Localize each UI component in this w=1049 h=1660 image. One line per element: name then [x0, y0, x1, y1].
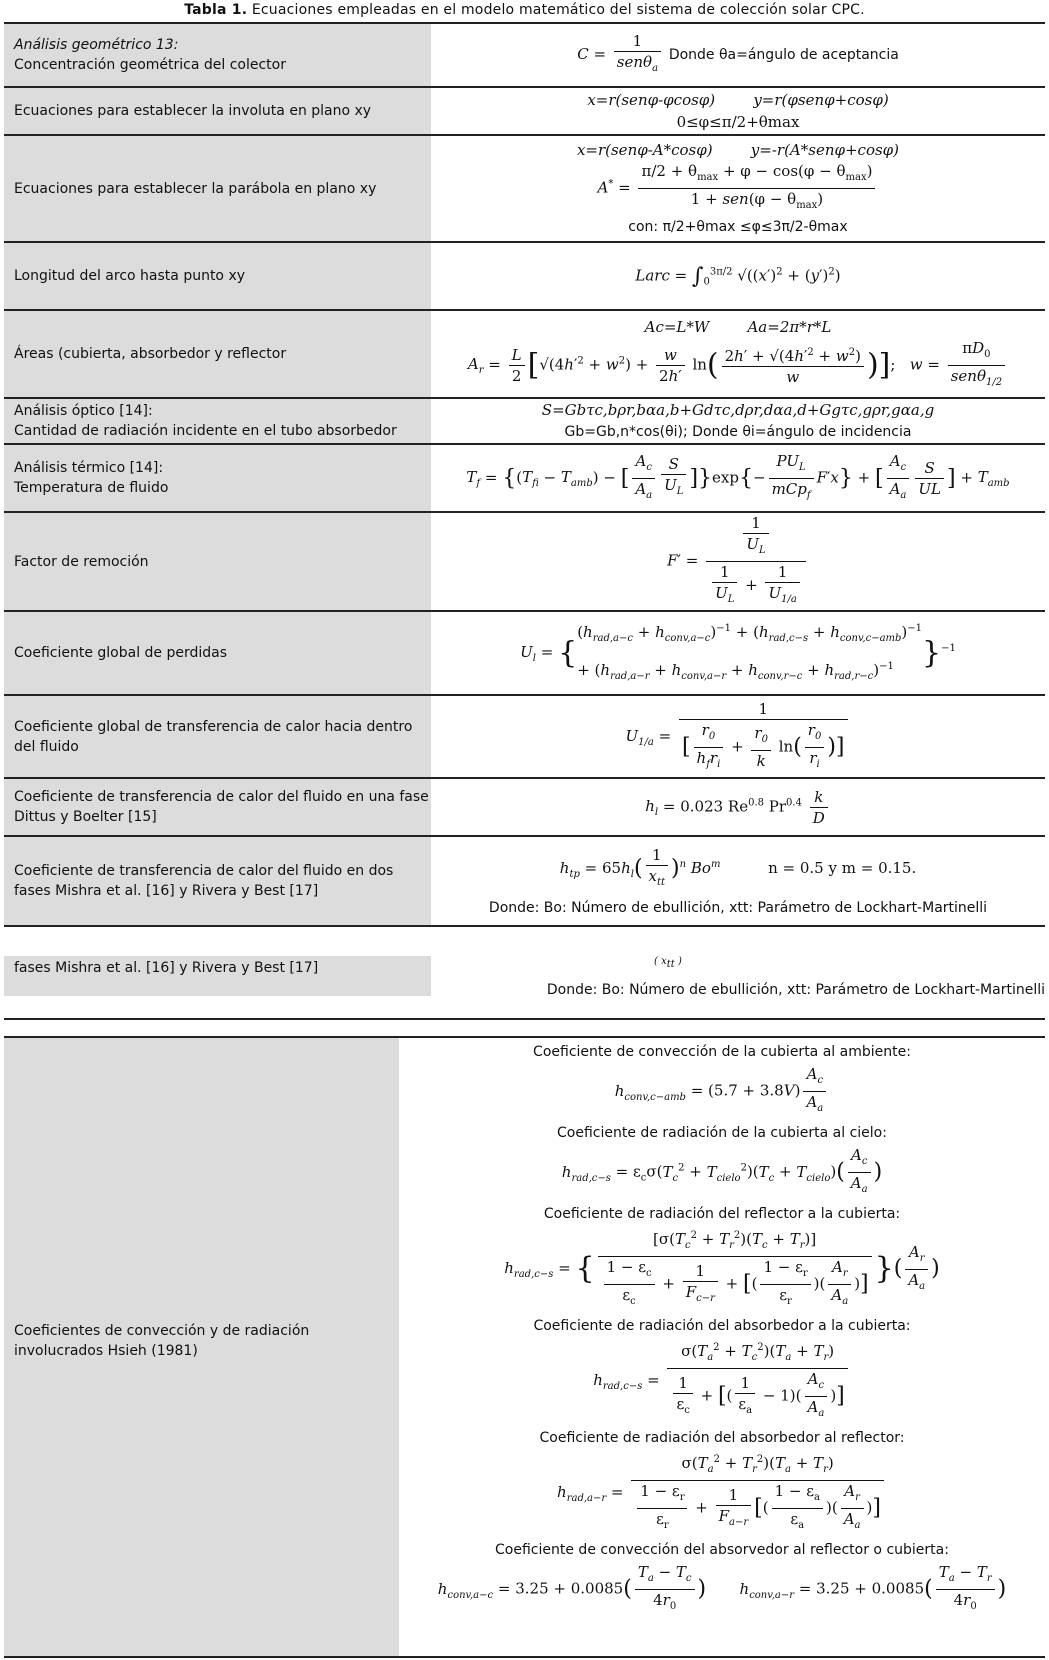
fragment-note: Donde: Bo: Número de ebullición, xtt: Parámetro de Lockhart-Martinelli	[546, 982, 1045, 998]
formula-text: n = 0.5 y m = 0.15.	[768, 859, 917, 877]
formula-title: Coeficiente de radiación del reflector a la cubierta:	[543, 1206, 901, 1222]
table-row	[4, 398, 1045, 444]
row-label: Factor de remoción	[4, 512, 431, 611]
row-formula: $U_{1/a}$ = 1 [ $\frac{r_0}{h_fr_i}$ + $\frac{r_0}{k}$ ln( $\frac{r_0}{r_i}$ )]	[431, 695, 1045, 778]
formula-title: Coeficiente de radiación del absorbedor a la cubierta:	[533, 1318, 911, 1334]
label-line: Análisis térmico [14]:	[14, 460, 164, 476]
row-formula	[431, 87, 1045, 135]
caption-text: Ecuaciones empleadas en el modelo matemático del sistema de colección solar CPC.	[247, 2, 865, 18]
row-formula: C = $\frac{1}{sen\theta_a}$ Donde θa=ángulo de aceptancia	[431, 23, 1045, 87]
formula-text: x=r(senφ-φcosφ)	[587, 91, 716, 109]
label-line: Temperatura de fluido	[14, 480, 169, 496]
fragment-cut-formula: ( $x_{tt}$ )	[654, 956, 682, 970]
formula-note: Donde θa=ángulo de aceptancia	[668, 47, 899, 63]
row-label: Coeficiente de transferencia de calor del fluido en una fase Dittus y Boelter [15]	[4, 778, 431, 836]
row-formula: Larc = $\int_0^{3\pi/2}$ $√((x')^2 + (y')^2)$	[431, 242, 1045, 310]
row-label: Coeficiente global de transferencia de calor hacia dentro del fluido	[4, 695, 431, 778]
formula-title: Coeficiente de radiación del absorbedor al reflector:	[539, 1430, 905, 1446]
equations-table	[4, 22, 1045, 927]
duplicated-fragment	[4, 956, 1045, 1024]
row-label: Ecuaciones para establecer la parábola en plano xy	[4, 135, 431, 242]
formula-note: Donde: Bo: Número de ebullición, xtt: Parámetro de Lockhart-Martinelli	[488, 900, 988, 916]
fragment-label-box	[4, 956, 431, 996]
caption-bold: Tabla 1.	[184, 2, 248, 18]
row-label: Coeficiente de transferencia de calor del fluido en dos fases Mishra et al. [16] y Rivera y Best [17]	[4, 836, 431, 926]
table-row	[4, 695, 1045, 778]
formula: $h_{conv,c-amb} = (5.7 + 3.8V)$ $\frac{A_c}{A_a}$	[399, 1064, 1045, 1119]
formula: $h_{rad,a-r}$ = $\sigma(T_a^2 + T_r^2)(T_a + T_r)$ $\frac{1 - \varepsilon_r}{\varepsilon_r}$ + $\frac{1}{F_{a-r}}$ [( $\frac{1 - \varepsilon_a}{\varepsilon_a}$ )( $\frac{A_r}{A_a}$ )]	[399, 1450, 1045, 1536]
table-caption	[0, 2, 1049, 18]
row-formula: $h_l = 0.023$ $Re^{0.8}$ $Pr^{0.4}$ $\frac{k}{D}$	[431, 778, 1045, 836]
hsieh-section	[4, 1036, 1045, 1658]
table-row	[4, 23, 1045, 87]
row-formula	[431, 398, 1045, 444]
table-row	[4, 444, 1045, 512]
row-formula: $T_f = \{(T_{fi} - T_{amb})$ − [ $\frac{A_c}{A_a}$ $\frac{S}{U_L}$ ]}exp{− $\frac{PU_L}{mCp_f}$ F′x} + [ $\frac{A_c}{A_a}$ $\frac{S}{UL}$ ] + $T_{amb}$	[431, 444, 1045, 512]
table-row	[4, 512, 1045, 611]
formula-title: Coeficiente de convección del absorvedor al reflector o cubierta:	[495, 1542, 949, 1558]
label-line: Concentración geométrica del colector	[14, 57, 286, 73]
formula-text: Gb=Gb,n*cos(θi); Donde θi=ángulo de incidencia	[564, 424, 912, 440]
formula-text: Aa=2π*r*L	[747, 317, 832, 336]
formula-text: 0≤φ≤π/2+θmax	[676, 113, 800, 131]
formula-text: y=r(φsenφ+cosφ)	[753, 91, 889, 109]
table-row	[4, 310, 1045, 398]
formula: $h_{rad,c-s}$ = $\sigma(T_a^2 + T_c^2)(T_a + T_r)$ $\frac{1}{\varepsilon_c}$ + [( $\frac{1}{\varepsilon_a}$ − 1)( $\frac{A_c}{A_a}$ )]	[399, 1338, 1045, 1424]
table-row	[4, 836, 1045, 926]
formula-text: x=r(senφ-A*cosφ)	[576, 141, 713, 159]
formula-text: S=Gbτc,bρr,bαa,b+Gdτc,dρr,dαa,d+Ggτc,gρr,gαa,g	[541, 401, 935, 419]
formula-text: con: π/2+θmax ≤φ≤3π/2-θmax	[628, 219, 848, 235]
row-label	[4, 398, 431, 444]
fragment-label: fases Mishra et al. [16] y Rivera y Best [17]	[14, 960, 319, 976]
label-line: Cantidad de radiación incidente en el tubo absorbedor	[14, 423, 397, 439]
row-label: Áreas (cubierta, absorbedor y reflector	[4, 310, 431, 398]
row-label: Longitud del arco hasta punto xy	[4, 242, 431, 310]
table-row	[4, 242, 1045, 310]
row-formula: $U_l = \{(h_{rad,a-c} + h_{conv,a-c})^{-1} + (h_{rad,c-s} + h_{conv,c-amb})^{-1}$ + $(h_{rad,a-r} + h_{conv,a-r} + h_{conv,r-c} + h_{rad,r-c})^{-1}$ }$^{-1}$	[431, 611, 1045, 695]
row-formula: x=r(senφ-A*cosφ) y=-r(A*senφ+cosφ) A* = $\frac{\pi/2 + \theta_{max} + \varphi - \cos(\varphi - \theta_{max})}{1 + sen(\varphi - \theta_{max})}$ con: π/2+θmax ≤φ≤3π/2-θmax	[431, 135, 1045, 242]
row-formula: $h_{tp} = 65h_l$( $\frac{1}{x_{tt}}$ )$^n$ Bo$^m$ n = 0.5 y m = 0.15. Donde: Bo: Número de ebullición, xtt: Parámetro de Lockhart-Martinelli	[431, 836, 1045, 926]
formula: $h_{rad,c-s} = \varepsilon_c\sigma(T_c^2 + T_{cielo}^2)(T_c + T_{cielo})$( $\frac{A_c}{A_a}$ )	[561, 1146, 883, 1195]
row-label: Coeficiente global de perdidas	[4, 611, 431, 695]
hsieh-formulas	[399, 1038, 1045, 1656]
row-formula: F′ = $\frac{1}{U_L}$ $\frac{1}{U_L}$ + $\frac{1}{U_{1/a}}$	[431, 512, 1045, 611]
formula: $h_{rad,c-s}$ = { $[\sigma(T_c^2 + T_r^2)(T_c + T_r)]$ $\frac{1 - \varepsilon_c}{\varepsilon_c}$ + $\frac{1}{F_{c-r}}$ + [( $\frac{1 - \varepsilon_r}{\varepsilon_r}$ )( $\frac{A_r}{A_a}$ )] }( $\frac{A_r}{A_a}$ )	[399, 1226, 1045, 1312]
formula-title: Coeficiente de radiación de la cubierta al cielo:	[557, 1125, 887, 1141]
formula: $h_{conv,a-c} = 3.25 + 0.0085$( $\frac{T_a - T_c}{4r_0}$ ) $h_{conv,a-r} = 3.25 + 0.0085$( $\frac{T_a - T_r}{4r_0}$ )	[437, 1563, 1007, 1612]
label-line: Análisis geométrico 13:	[14, 37, 179, 53]
row-label	[4, 23, 431, 87]
table-row	[4, 87, 1045, 135]
table-row	[4, 611, 1045, 695]
hsieh-label: Coeficientes de convección y de radiación involucrados Hsieh (1981)	[14, 1323, 310, 1359]
table-row	[4, 778, 1045, 836]
formula-text: Ac=L*W	[644, 317, 710, 336]
row-label: Ecuaciones para establecer la involuta en plano xy	[4, 87, 431, 135]
label-line: Análisis óptico [14]:	[14, 403, 153, 419]
hsieh-label-cell	[4, 1038, 399, 1656]
formula-text: y=-r(A*senφ+cosφ)	[750, 141, 900, 159]
divider	[4, 1018, 1045, 1020]
table-row	[4, 135, 1045, 242]
row-formula: Ac=L*W Aa=2π*r*L $A_r$ = $\frac{L}{2}$ [$√(4h'^2 + w^2)$ + $\frac{w}{2h'}$ ln( $\frac{2h' + √(4h'^2 + w^2)}{w}$ )]; w = $\frac{\pi D_0}{sen\theta_{1/2}}$	[431, 310, 1045, 398]
formula-title: Coeficiente de convección de la cubierta al ambiente:	[533, 1044, 911, 1060]
row-label	[4, 444, 431, 512]
